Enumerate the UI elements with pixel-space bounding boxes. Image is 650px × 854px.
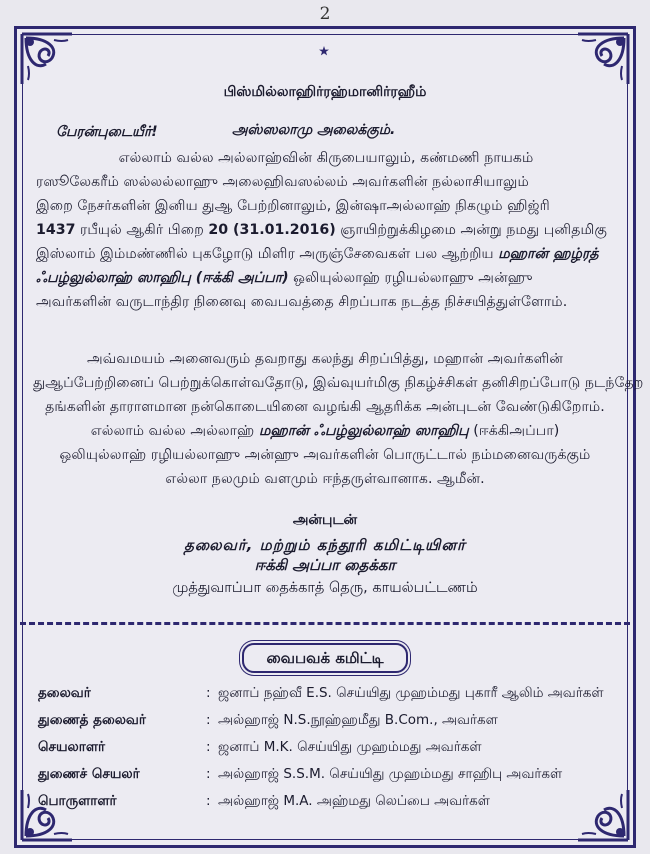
- paragraph-line: [33, 419, 617, 443]
- floral-corner-ornament-icon: [574, 786, 632, 844]
- saint-name: மஹான் ஹழ்ரத்: [498, 246, 599, 262]
- saint-name: மஹான் ஃபழ்லுல்லாஹ் ஸாஹிபு: [258, 423, 469, 439]
- member-name: அல்ஹாஜ் S.S.M. செய்யிது முஹம்மது சாஹிபு அவர்கள்: [218, 766, 563, 782]
- member-name: ஜனாப் M.K. செய்யிது முஹம்மது அவர்கள்: [218, 739, 482, 755]
- invitation-paragraph: [36, 146, 616, 314]
- line-text: ஒலியுல்லாஹ் ரழியல்லாஹு அன்ஹு: [288, 270, 533, 286]
- line-text: ரபீயுல் ஆகிர் பிறை: [75, 222, 209, 238]
- line-text: ஞாயிற்றுக்கிழமை அன்று நமது புனிதமிகு: [335, 222, 607, 238]
- floral-corner-ornament-icon: [18, 30, 76, 88]
- crescent-star-icon: [310, 44, 338, 68]
- colon-separator: :: [206, 685, 211, 701]
- paragraph-line: அவர்களின் வருடாந்திர நினைவு வைபவத்தை சிறப்பாக நடத்த நிச்சயித்துள்ளோம்.: [36, 294, 568, 310]
- member-name: அல்ஹாஜ் N.S.நூஹ்ஹமீது B.Com., அவர்கள: [218, 712, 498, 728]
- paragraph-line: ரஸூலேகரீம் ஸல்லல்லாஹு அலைஹிவஸல்லம் அவர்களின் நல்லாசியாலும்: [36, 174, 529, 190]
- saint-name: ஃபழ்லுல்லாஹ் ஸாஹிபு (ஈக்கி அப்பா): [36, 270, 289, 286]
- colon-separator: :: [206, 712, 211, 728]
- hijri-year: 1437: [36, 222, 76, 238]
- signature-org: ஈக்கி அப்பா தைக்கா: [254, 556, 396, 574]
- request-paragraph: [33, 347, 644, 491]
- bismillah-heading: பிஸ்மில்லாஹிர்ரஹ்மானிர்ரஹீம்: [223, 84, 427, 100]
- section-divider: [20, 622, 630, 625]
- salam: அஸ்ஸலாமு அலைக்கும்.: [232, 122, 396, 138]
- paragraph-line: இறை நேசர்களின் இனிய துஆ பேற்றினாலும், இன்ஷாஅல்லாஹ் நிகழும் ஹிஜ்ரி: [36, 198, 550, 214]
- paragraph-line: [36, 242, 616, 266]
- line-text: எல்லாம் வல்ல அல்லாஹ்: [90, 423, 259, 439]
- paragraph-line: துஆப்பேற்றினைப் பெற்றுக்கொள்வதோடு, இவ்வுயர்மிகு நிகழ்ச்சிகள் தனிசிறப்போடு நடந்தேற: [33, 375, 644, 391]
- line-text: இஸ்லாம் இம்மண்ணில் புகழோடு மிளிர அருஞ்சேவைகள் பல ஆற்றிய: [36, 246, 499, 262]
- signature-with-love: அன்புடன்: [292, 512, 358, 528]
- colon-separator: :: [206, 766, 211, 782]
- greeting: பேரன்புடையீர்!: [56, 124, 158, 140]
- member-role: செயலாளர்: [38, 739, 106, 755]
- colon-separator: :: [206, 793, 211, 809]
- line-text: (ஈக்கிஅப்பா): [468, 423, 560, 439]
- member-role: பொருளாளர்: [38, 793, 117, 809]
- paragraph-line: அவ்வமயம் அனைவரும் தவறாது கலந்து சிறப்பித்து, மஹான் அவர்களின்: [86, 351, 564, 367]
- page-number: 2: [319, 4, 331, 24]
- paragraph-line: எல்லாம் வல்ல அல்லாஹ்வின் கிருபையாலும், கண்மணி நாயகம்: [118, 150, 534, 166]
- paragraph-line: [36, 218, 616, 242]
- floral-corner-ornament-icon: [574, 30, 632, 88]
- paragraph-line: எல்லா நலமும் வளமும் ஈந்தருள்வானாக. ஆமீன்.: [165, 471, 485, 487]
- member-role: துணைத் தலைவர்: [38, 712, 146, 728]
- member-role: துணைச் செயலர்: [38, 766, 140, 782]
- signature-committee: தலைவர், மற்றும் கந்தூரி கமிட்டியினர்: [184, 536, 466, 554]
- member-role: தலைவர்: [38, 685, 91, 701]
- colon-separator: :: [206, 739, 211, 755]
- signature-address: முத்துவாப்பா தைக்காத் தெரு, காயல்பட்டணம்: [172, 580, 478, 596]
- member-name: அல்ஹாஜ் M.A. அஹ்மது லெப்பை அவர்கள்: [218, 793, 490, 809]
- member-name: ஜனாப் நஹ்வீ E.S. செய்யிது முஹம்மது புகாரீ ஆலிம் அவர்கள்: [218, 685, 604, 701]
- event-date: 20 (31.01.2016): [208, 222, 336, 238]
- paragraph-line: [36, 266, 616, 290]
- paragraph-line: தங்களின் தாராளமான நன்கொடையினை வழங்கி ஆதரிக்க அன்புடன் வேண்டுகிறோம்.: [45, 399, 605, 415]
- committee-heading: வைபவக் கமிட்டி: [242, 643, 408, 673]
- paragraph-line: ஒலியுல்லாஹ் ரழியல்லாஹு அன்ஹு அவர்களின் பொருட்டால் நம்மனைவருக்கும்: [59, 447, 591, 463]
